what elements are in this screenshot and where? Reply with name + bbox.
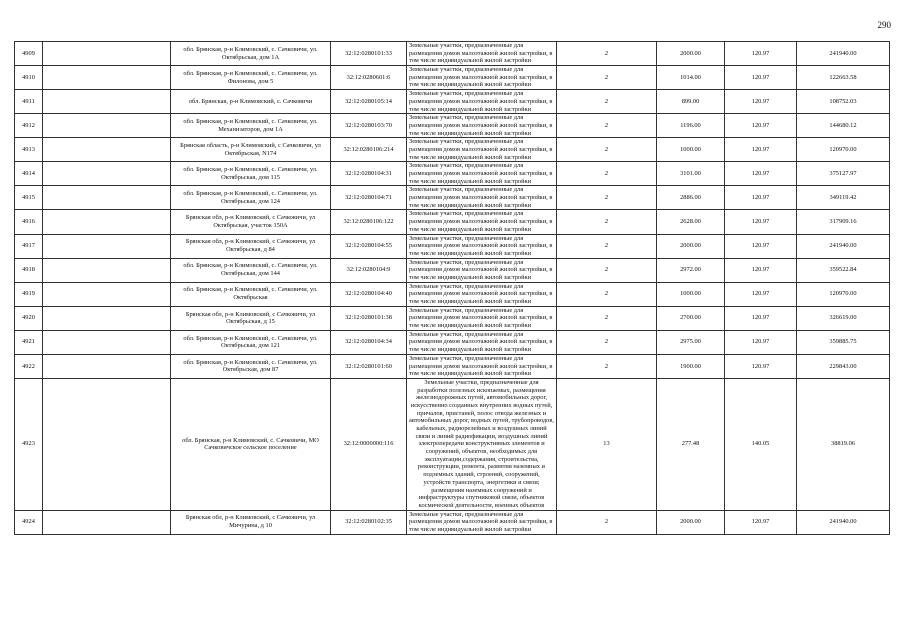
table-row <box>15 258 890 282</box>
cell-category: 2 <box>557 90 657 114</box>
cell-area: 2700.00 <box>657 306 725 330</box>
cell-specific-value: 120.97 <box>725 90 797 114</box>
cell-land-use: Земельные участки, предназначенные для размещения домов малоэтажной жилой застройки, в том числе индивидуальной жилой застройки <box>407 282 557 306</box>
cell-category: 2 <box>557 354 657 378</box>
cell-cadastral-value: 359522.84 <box>797 258 890 282</box>
cell-row-number: 4914 <box>15 162 43 186</box>
cell-address: Брянская область, р-н Климовский, с Сачковичи, ул Октябрьская, N174 <box>171 138 331 162</box>
cell-category: 2 <box>557 510 657 534</box>
cell-land-use: Земельные участки, предназначенные для размещения домов малоэтажной жилой застройки, в том числе индивидуальной жилой застройки <box>407 330 557 354</box>
cell-cadastral-value: 38819.06 <box>797 378 890 510</box>
cell-address: обл. Брянская, р-н Климовский, с. Сачковичи, ул. Октябрьская, дом 1А <box>171 42 331 66</box>
cell-category: 2 <box>557 138 657 162</box>
table-row <box>15 354 890 378</box>
cell-spacer <box>43 330 171 354</box>
table-body <box>15 42 890 535</box>
cell-cadastral-number: 32:12:0280102:35 <box>331 510 407 534</box>
cell-category: 2 <box>557 282 657 306</box>
cell-area: 3101.00 <box>657 162 725 186</box>
cell-row-number: 4916 <box>15 210 43 234</box>
cell-spacer <box>43 66 171 90</box>
cell-spacer <box>43 210 171 234</box>
cell-address: обл. Брянская, р-н Климовский, с. Сачковичи, ул. Филонова, дом 5 <box>171 66 331 90</box>
cell-cadastral-number: 32:12:0280601:6 <box>331 66 407 90</box>
cell-land-use: Земельные участки, предназначенные для размещения домов малоэтажной жилой застройки, в том числе индивидуальной жилой застройки <box>407 354 557 378</box>
cell-address: обл. Брянская, р-н Климовский, с. Сачковичи, ул. Октябрьская <box>171 282 331 306</box>
cell-address: обл. Брянская, р-н Климовский, с. Сачковичи, ул. Октябрьская, дом 144 <box>171 258 331 282</box>
cell-specific-value: 120.97 <box>725 258 797 282</box>
cell-cadastral-number: 32:12:0000000:116 <box>331 378 407 510</box>
cell-specific-value: 120.97 <box>725 282 797 306</box>
cell-specific-value: 120.97 <box>725 306 797 330</box>
cell-land-use: Земельные участки, предназначенные для размещения домов малоэтажной жилой застройки, в том числе индивидуальной жилой застройки <box>407 138 557 162</box>
cell-cadastral-number: 32:12:0280104:34 <box>331 330 407 354</box>
cell-spacer <box>43 162 171 186</box>
cell-spacer <box>43 114 171 138</box>
cell-spacer <box>43 90 171 114</box>
cell-land-use: Земельные участки, предназначенные для размещения домов малоэтажной жилой застройки, в том числе индивидуальной жилой застройки <box>407 258 557 282</box>
cell-address: обл. Брянская, р-н Климовский, с. Сачковичи, ул. Октябрьская, дом 115 <box>171 162 331 186</box>
cell-area: 2972.00 <box>657 258 725 282</box>
cell-category: 2 <box>557 186 657 210</box>
cell-land-use: Земельные участки, предназначенные для размещения домов малоэтажной жилой застройки, в том числе индивидуальной жилой застройки <box>407 186 557 210</box>
cell-address: Брянская обл, р-н Климовский, с Сачковичи, ул Октябрьская, д 84 <box>171 234 331 258</box>
table-row <box>15 234 890 258</box>
cell-address: обл. Брянская, р-н Климовский, с. Сачковичи, ул. Октябрьская, дом 124 <box>171 186 331 210</box>
cell-land-use: Земельные участки, предназначенные для размещения домов малоэтажной жилой застройки, в том числе индивидуальной жилой застройки <box>407 162 557 186</box>
cell-row-number: 4917 <box>15 234 43 258</box>
cell-land-use: Земельные участки, предназначенные для размещения домов малоэтажной жилой застройки, в том числе индивидуальной жилой застройки <box>407 306 557 330</box>
cell-category: 2 <box>557 42 657 66</box>
cell-cadastral-value: 241940.00 <box>797 510 890 534</box>
cell-row-number: 4923 <box>15 378 43 510</box>
cell-area: 2000.00 <box>657 42 725 66</box>
cell-spacer <box>43 234 171 258</box>
cell-area: 1000.00 <box>657 138 725 162</box>
cell-land-use: Земельные участки, предназначенные для разработки полезных ископаемых, размещения железнодорожных путей, автомобильных дорог, искусственно созданных внутренних водных путей, причалов, пристаней, полос отвода железных и автомобильных дорог, водных путей, трубопроводов, кабельных, радиорелейных и воздушных линий связи и линий радиофикации, воздушных линий электропередачи конструктивных элементов и сооружений, объектов, необходимых для эксплуатации,содержания, строительства, реконструкции, ремонта, развития наземных и подземных зданий, строений, сооружений, устройств транспорта, энергетики и связи; размещения наземных сооружений и инфраструктуры спутниковой связи, объектов космической деятельности, военных объектов <box>407 378 557 510</box>
cell-area: 899.00 <box>657 90 725 114</box>
cell-spacer <box>43 282 171 306</box>
cell-area: 2886.00 <box>657 186 725 210</box>
cell-cadastral-number: 32:12:0280101:38 <box>331 306 407 330</box>
cell-row-number: 4924 <box>15 510 43 534</box>
cell-address: Брянская обл, р-н Климовский, с Сачковичи, ул Октябрьская, д 15 <box>171 306 331 330</box>
cell-area: 1900.00 <box>657 354 725 378</box>
cell-row-number: 4909 <box>15 42 43 66</box>
cell-area: 2000.00 <box>657 510 725 534</box>
cell-area: 1014.00 <box>657 66 725 90</box>
cell-cadastral-value: 317909.16 <box>797 210 890 234</box>
cell-row-number: 4922 <box>15 354 43 378</box>
cell-row-number: 4919 <box>15 282 43 306</box>
cell-land-use: Земельные участки, предназначенные для размещения домов малоэтажной жилой застройки, в том числе индивидуальной жилой застройки <box>407 114 557 138</box>
cell-area: 2000.00 <box>657 234 725 258</box>
cell-address: Брянская обл, р-н Климовский, с Сачковичи, ул Мичурина, д 10 <box>171 510 331 534</box>
cell-specific-value: 120.97 <box>725 330 797 354</box>
table-row <box>15 138 890 162</box>
cell-address: обл. Брянская, р-н Климовский, с. Сачковичи, ул. Октябрьская, дом 87 <box>171 354 331 378</box>
cell-row-number: 4911 <box>15 90 43 114</box>
table-row <box>15 378 890 510</box>
cell-cadastral-value: 120970.00 <box>797 282 890 306</box>
cell-cadastral-value: 108752.03 <box>797 90 890 114</box>
table-row <box>15 186 890 210</box>
table-row <box>15 66 890 90</box>
cell-specific-value: 120.97 <box>725 42 797 66</box>
cell-area: 1000.00 <box>657 282 725 306</box>
table-row <box>15 114 890 138</box>
cell-land-use: Земельные участки, предназначенные для размещения домов малоэтажной жилой застройки, в том числе индивидуальной жилой застройки <box>407 66 557 90</box>
table-row <box>15 510 890 534</box>
cell-specific-value: 120.97 <box>725 234 797 258</box>
cell-spacer <box>43 378 171 510</box>
cell-cadastral-value: 359885.75 <box>797 330 890 354</box>
cell-address: Брянская обл, р-н Климовский, с Сачковичи, ул Октябрьская, участок 150А <box>171 210 331 234</box>
cell-category: 13 <box>557 378 657 510</box>
cell-row-number: 4921 <box>15 330 43 354</box>
page-number: 290 <box>877 20 891 30</box>
cell-specific-value: 120.97 <box>725 186 797 210</box>
cell-row-number: 4913 <box>15 138 43 162</box>
cell-spacer <box>43 138 171 162</box>
cell-specific-value: 140.05 <box>725 378 797 510</box>
cell-cadastral-value: 241940.00 <box>797 42 890 66</box>
cell-spacer <box>43 186 171 210</box>
cell-specific-value: 120.97 <box>725 210 797 234</box>
cell-cadastral-number: 32:12:0280104:40 <box>331 282 407 306</box>
cell-address: обл. Брянская, р-н Климовский, с. Сачковичи, МО Сачковичское сельское поселение <box>171 378 331 510</box>
table-row <box>15 210 890 234</box>
cell-category: 2 <box>557 210 657 234</box>
cadastral-value-table <box>14 41 890 535</box>
cell-category: 2 <box>557 306 657 330</box>
cell-land-use: Земельные участки, предназначенные для размещения домов малоэтажной жилой застройки, в том числе индивидуальной жилой застройки <box>407 90 557 114</box>
cell-row-number: 4915 <box>15 186 43 210</box>
cell-specific-value: 120.97 <box>725 66 797 90</box>
cell-land-use: Земельные участки, предназначенные для размещения домов малоэтажной жилой застройки, в том числе индивидуальной жилой застройки <box>407 42 557 66</box>
cell-area: 2975.00 <box>657 330 725 354</box>
cell-cadastral-number: 32:12:0280104:9 <box>331 258 407 282</box>
table-row <box>15 90 890 114</box>
cell-cadastral-number: 32:12:0280106:214 <box>331 138 407 162</box>
cell-cadastral-value: 120970.00 <box>797 138 890 162</box>
cell-address: обл. Брянская, р-н Климовский, с. Сачковичи <box>171 90 331 114</box>
table-row <box>15 162 890 186</box>
cell-land-use: Земельные участки, предназначенные для размещения домов малоэтажной жилой застройки, в том числе индивидуальной жилой застройки <box>407 510 557 534</box>
cell-land-use: Земельные участки, предназначенные для размещения домов малоэтажной жилой застройки, в том числе индивидуальной жилой застройки <box>407 210 557 234</box>
table-row <box>15 282 890 306</box>
cell-cadastral-value: 375127.97 <box>797 162 890 186</box>
cell-specific-value: 120.97 <box>725 138 797 162</box>
cell-address: обл. Брянская, р-н Климовский, с. Сачковичи, ул. Октябрьская, дом 121 <box>171 330 331 354</box>
cell-spacer <box>43 354 171 378</box>
cell-category: 2 <box>557 258 657 282</box>
cell-cadastral-value: 349119.42 <box>797 186 890 210</box>
cell-address: обл. Брянская, р-н Климовский, с. Сачковичи, ул. Механизаторов, дом 1А <box>171 114 331 138</box>
cell-spacer <box>43 510 171 534</box>
cell-area: 1196.00 <box>657 114 725 138</box>
table-row <box>15 330 890 354</box>
cell-area: 277.48 <box>657 378 725 510</box>
cell-spacer <box>43 306 171 330</box>
cell-category: 2 <box>557 66 657 90</box>
cell-row-number: 4910 <box>15 66 43 90</box>
cell-cadastral-number: 32:12:0280106:122 <box>331 210 407 234</box>
cell-cadastral-number: 32:12:0280104:71 <box>331 186 407 210</box>
cell-cadastral-value: 144680.12 <box>797 114 890 138</box>
table-row <box>15 42 890 66</box>
cell-spacer <box>43 258 171 282</box>
cell-specific-value: 120.97 <box>725 510 797 534</box>
cell-row-number: 4918 <box>15 258 43 282</box>
cell-cadastral-value: 241940.00 <box>797 234 890 258</box>
cell-cadastral-value: 326619.00 <box>797 306 890 330</box>
cell-specific-value: 120.97 <box>725 354 797 378</box>
cell-category: 2 <box>557 234 657 258</box>
cell-cadastral-number: 32:12:0280104:31 <box>331 162 407 186</box>
cell-cadastral-value: 122663.58 <box>797 66 890 90</box>
table-row <box>15 306 890 330</box>
cell-specific-value: 120.97 <box>725 162 797 186</box>
cell-row-number: 4912 <box>15 114 43 138</box>
cell-category: 2 <box>557 114 657 138</box>
cell-cadastral-number: 32:12:0280103:70 <box>331 114 407 138</box>
cell-specific-value: 120.97 <box>725 114 797 138</box>
cell-land-use: Земельные участки, предназначенные для размещения домов малоэтажной жилой застройки, в том числе индивидуальной жилой застройки <box>407 234 557 258</box>
cell-category: 2 <box>557 330 657 354</box>
cell-cadastral-number: 32:12:0280105:14 <box>331 90 407 114</box>
cell-category: 2 <box>557 162 657 186</box>
cell-spacer <box>43 42 171 66</box>
cell-cadastral-number: 32:12:0280101:60 <box>331 354 407 378</box>
cell-cadastral-number: 32:12:0280101:33 <box>331 42 407 66</box>
cell-cadastral-value: 229843.00 <box>797 354 890 378</box>
cell-row-number: 4920 <box>15 306 43 330</box>
cell-cadastral-number: 32:12:0280104:55 <box>331 234 407 258</box>
cell-area: 2628.00 <box>657 210 725 234</box>
